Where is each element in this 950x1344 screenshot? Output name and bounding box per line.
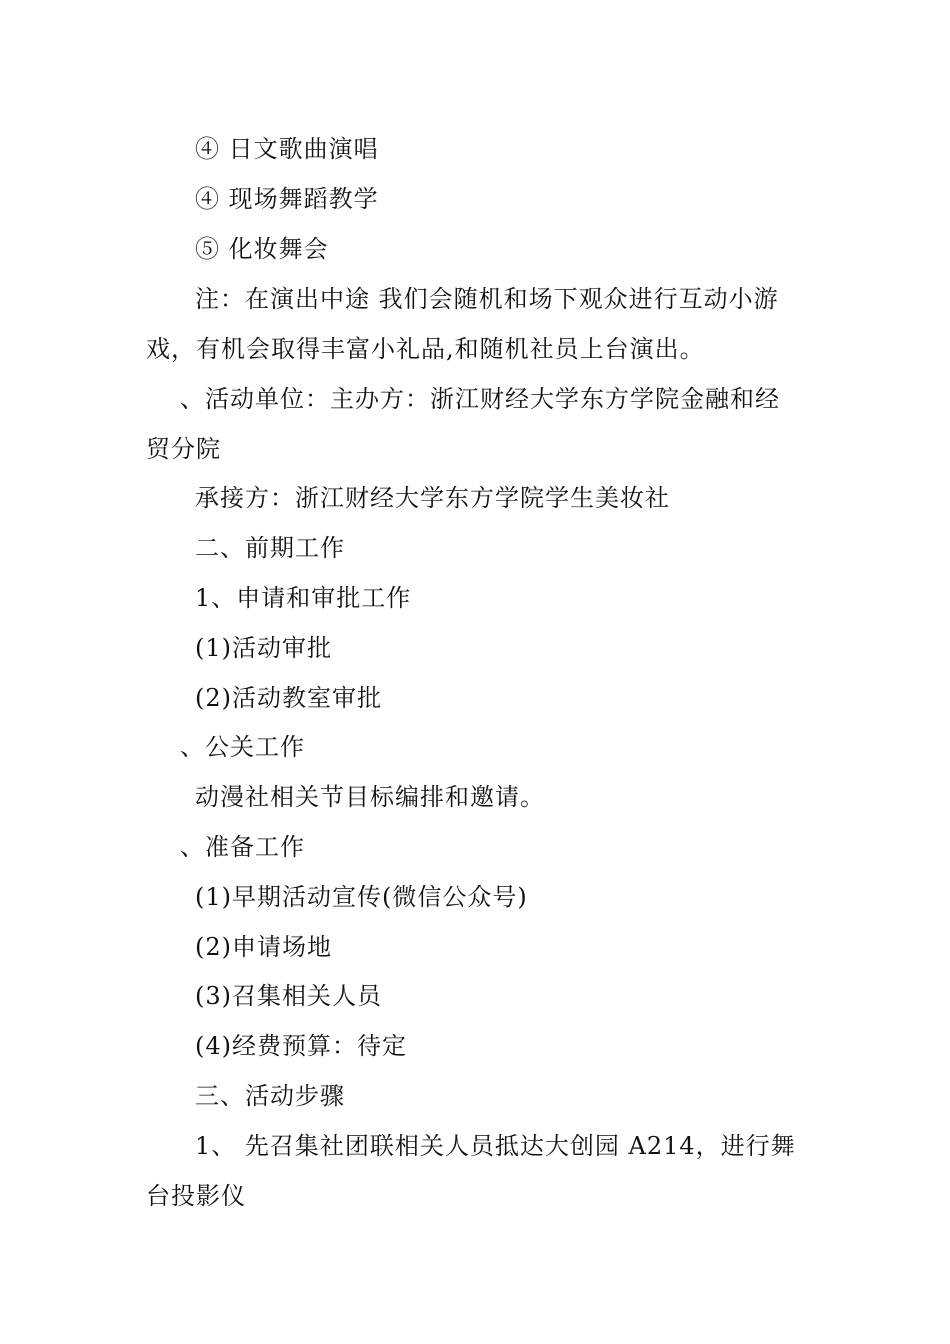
- section-heading-preparation: 二、前期工作: [195, 534, 345, 562]
- section-heading-activity-steps: 三、活动步骤: [195, 1082, 345, 1110]
- subsection-public-relations: 、公关工作: [180, 733, 305, 761]
- pr-description: 动漫社相关节目标编排和邀请。: [195, 783, 545, 811]
- step-1-line-2: 台投影仪: [146, 1182, 246, 1210]
- organizer-line-2: 贸分院: [146, 435, 221, 463]
- note-paragraph-line-1: 注：在演出中途 我们会随机和场下观众进行互动小游: [195, 285, 779, 313]
- list-item-budget: (4)经费预算：待定: [195, 1032, 407, 1060]
- list-item-gather-staff: (3)召集相关人员: [195, 982, 382, 1010]
- step-1-line-1: 1、 先召集社团联相关人员抵达大创园 A214，进行舞: [195, 1132, 796, 1160]
- note-paragraph-line-2: 戏，有机会取得丰富小礼品,和随机社员上台演出。: [146, 335, 705, 363]
- list-item-japanese-songs: ④ 日文歌曲演唱: [195, 135, 379, 163]
- list-item-venue-application: (2)申请场地: [195, 933, 332, 961]
- list-item-activity-approval: (1)活动审批: [195, 634, 332, 662]
- subsection-preparation-work: 、准备工作: [180, 833, 305, 861]
- list-item-dance-teaching: ④ 现场舞蹈教学: [195, 185, 379, 213]
- list-item-masquerade: ⑤ 化妆舞会: [195, 235, 329, 263]
- organizer-line-1: 、活动单位：主办方：浙江财经大学东方学院金融和经: [180, 385, 780, 413]
- subsection-application-approval: 1、申请和审批工作: [195, 584, 412, 612]
- co-organizer-line: 承接方：浙江财经大学东方学院学生美妆社: [195, 484, 670, 512]
- list-item-early-promotion: (1)早期活动宣传(微信公众号): [195, 883, 528, 911]
- list-item-classroom-approval: (2)活动教室审批: [195, 684, 382, 712]
